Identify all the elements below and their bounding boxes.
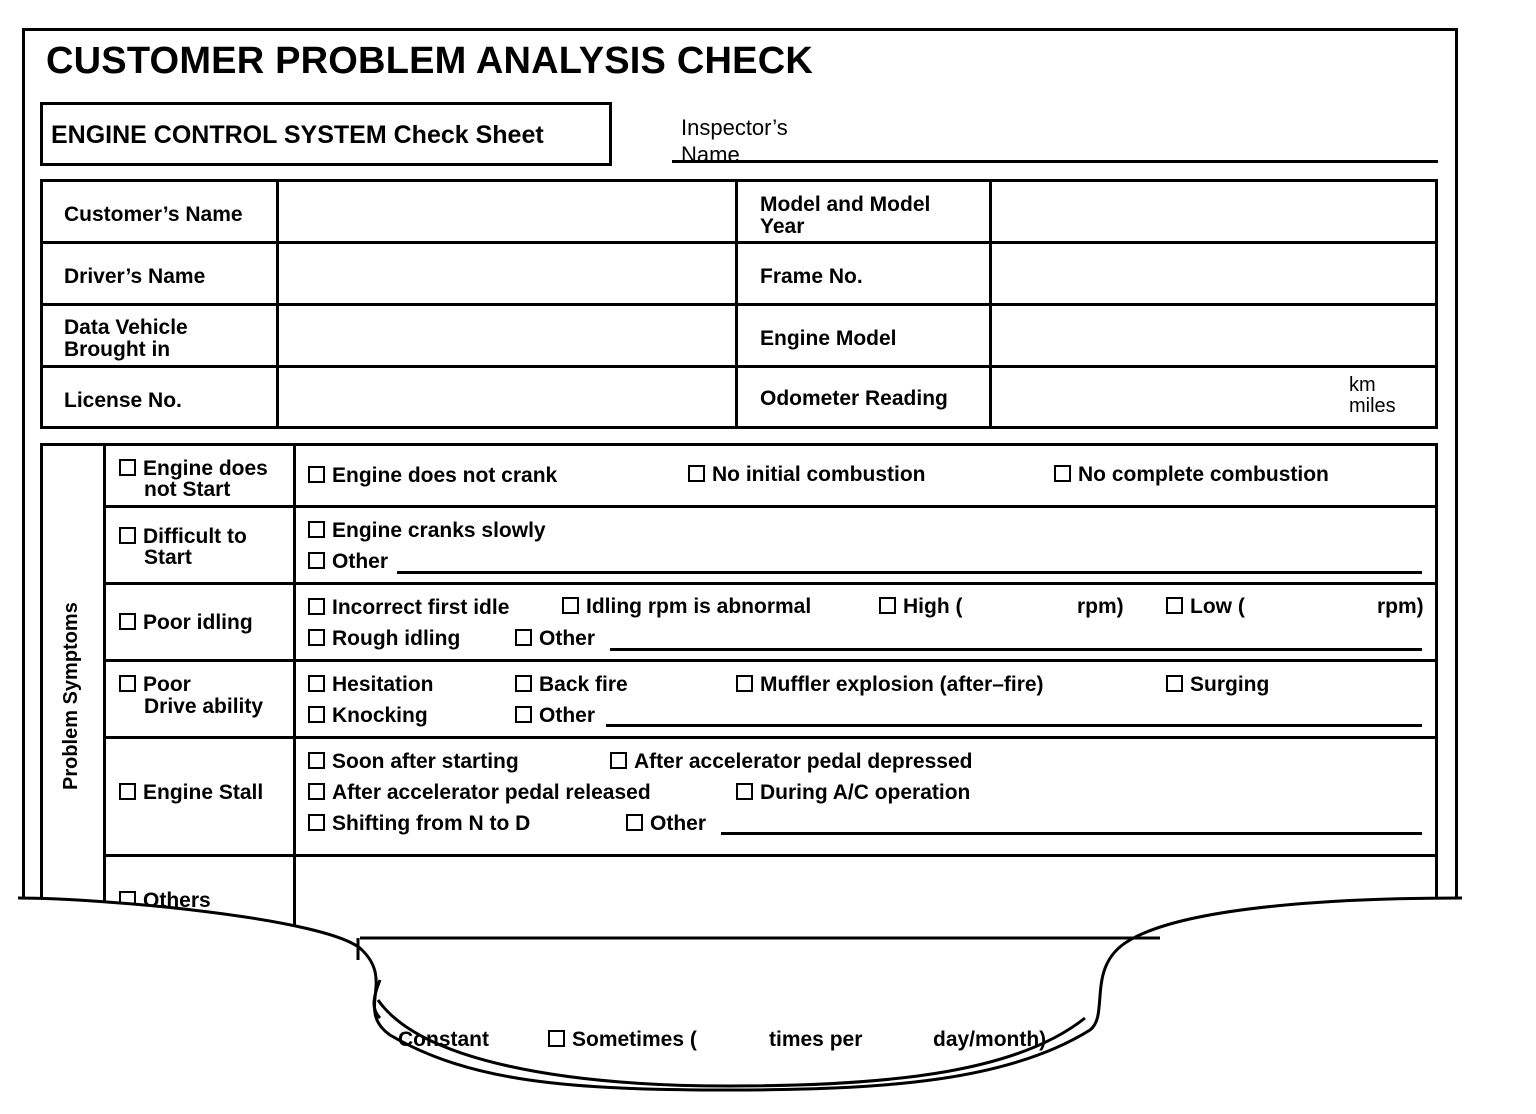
difficult-other-option[interactable]: Other <box>308 550 388 574</box>
engine-model-label: Engine Model <box>760 327 897 350</box>
drive-other-option[interactable]: Other <box>515 704 595 728</box>
during-ac-option[interactable]: During A/C operation <box>736 781 970 805</box>
rough-idling-option[interactable]: Rough idling <box>308 627 460 651</box>
day-month-label: day/month) <box>933 1028 1047 1051</box>
after-pedal-depressed-option[interactable]: After accelerator pedal depressed <box>610 750 972 774</box>
engine-not-start-option[interactable]: Engine does <box>119 457 268 481</box>
muffler-explosion-option[interactable]: Muffler explosion (after–fire) <box>736 673 1044 697</box>
sometimes-option[interactable]: Sometimes ( <box>548 1028 697 1052</box>
license-no-label: License No. <box>64 389 182 412</box>
model-year-label: Model and Model Year <box>760 193 931 238</box>
miles-unit: miles <box>1349 395 1396 417</box>
others-option[interactable]: Others <box>119 889 211 913</box>
checkbox[interactable] <box>548 1030 565 1047</box>
not-crank-option[interactable]: Engine does not crank <box>308 464 557 488</box>
difficult-start-option[interactable]: Difficult to <box>119 525 247 549</box>
shifting-n-to-d-option[interactable]: Shifting from N to D <box>308 812 530 836</box>
idling-other-option[interactable]: Other <box>515 627 595 651</box>
driver-name-label: Driver’s Name <box>64 265 206 288</box>
inspector-name-label: Inspector’s Name <box>681 115 788 167</box>
difficult-start-label-2: Start <box>144 546 192 569</box>
cranks-slowly-option[interactable]: Engine cranks slowly <box>308 519 546 543</box>
poor-drive-ability-option[interactable]: Poor <box>119 673 191 697</box>
km-unit: km <box>1349 374 1376 396</box>
times-per-label: times per <box>769 1028 863 1051</box>
engine-stall-option[interactable]: Engine Stall <box>119 781 263 805</box>
customer-name-label: Customer’s Name <box>64 203 243 226</box>
surging-option[interactable]: Surging <box>1166 673 1269 697</box>
poor-idling-option[interactable]: Poor idling <box>119 611 253 635</box>
knocking-option[interactable]: Knocking <box>308 704 428 728</box>
no-complete-combustion-option[interactable]: No complete combustion <box>1054 463 1329 487</box>
back-fire-option[interactable]: Back fire <box>515 673 628 697</box>
problem-symptoms-label: Problem Symptoms <box>60 602 82 790</box>
soon-after-starting-option[interactable]: Soon after starting <box>308 750 519 774</box>
poor-drive-ability-label-2: Drive ability <box>144 695 264 718</box>
high-rpm-close: rpm) <box>1077 595 1124 618</box>
sheet-title-box: ENGINE CONTROL SYSTEM Check Sheet <box>40 102 612 166</box>
low-rpm-option[interactable]: Low ( <box>1166 595 1245 619</box>
engine-not-start-label-2: not Start <box>144 478 231 501</box>
low-rpm-close: rpm) <box>1377 595 1424 618</box>
no-initial-combustion-option[interactable]: No initial combustion <box>688 463 926 487</box>
high-rpm-option[interactable]: High ( <box>879 595 962 619</box>
constant-option[interactable]: Constant <box>398 1028 489 1051</box>
form-title: CUSTOMER PROBLEM ANALYSIS CHECK <box>46 40 813 82</box>
hesitation-option[interactable]: Hesitation <box>308 673 434 697</box>
frame-no-label: Frame No. <box>760 265 863 288</box>
idling-abnormal-option[interactable]: Idling rpm is abnormal <box>562 595 811 619</box>
incorrect-idle-option[interactable]: Incorrect first idle <box>308 596 509 620</box>
after-pedal-released-option[interactable]: After accelerator pedal released <box>308 781 651 805</box>
odometer-label: Odometer Reading <box>760 387 948 410</box>
data-vehicle-label: Data Vehicle Brought in <box>64 316 188 361</box>
stall-other-option[interactable]: Other <box>626 812 706 836</box>
